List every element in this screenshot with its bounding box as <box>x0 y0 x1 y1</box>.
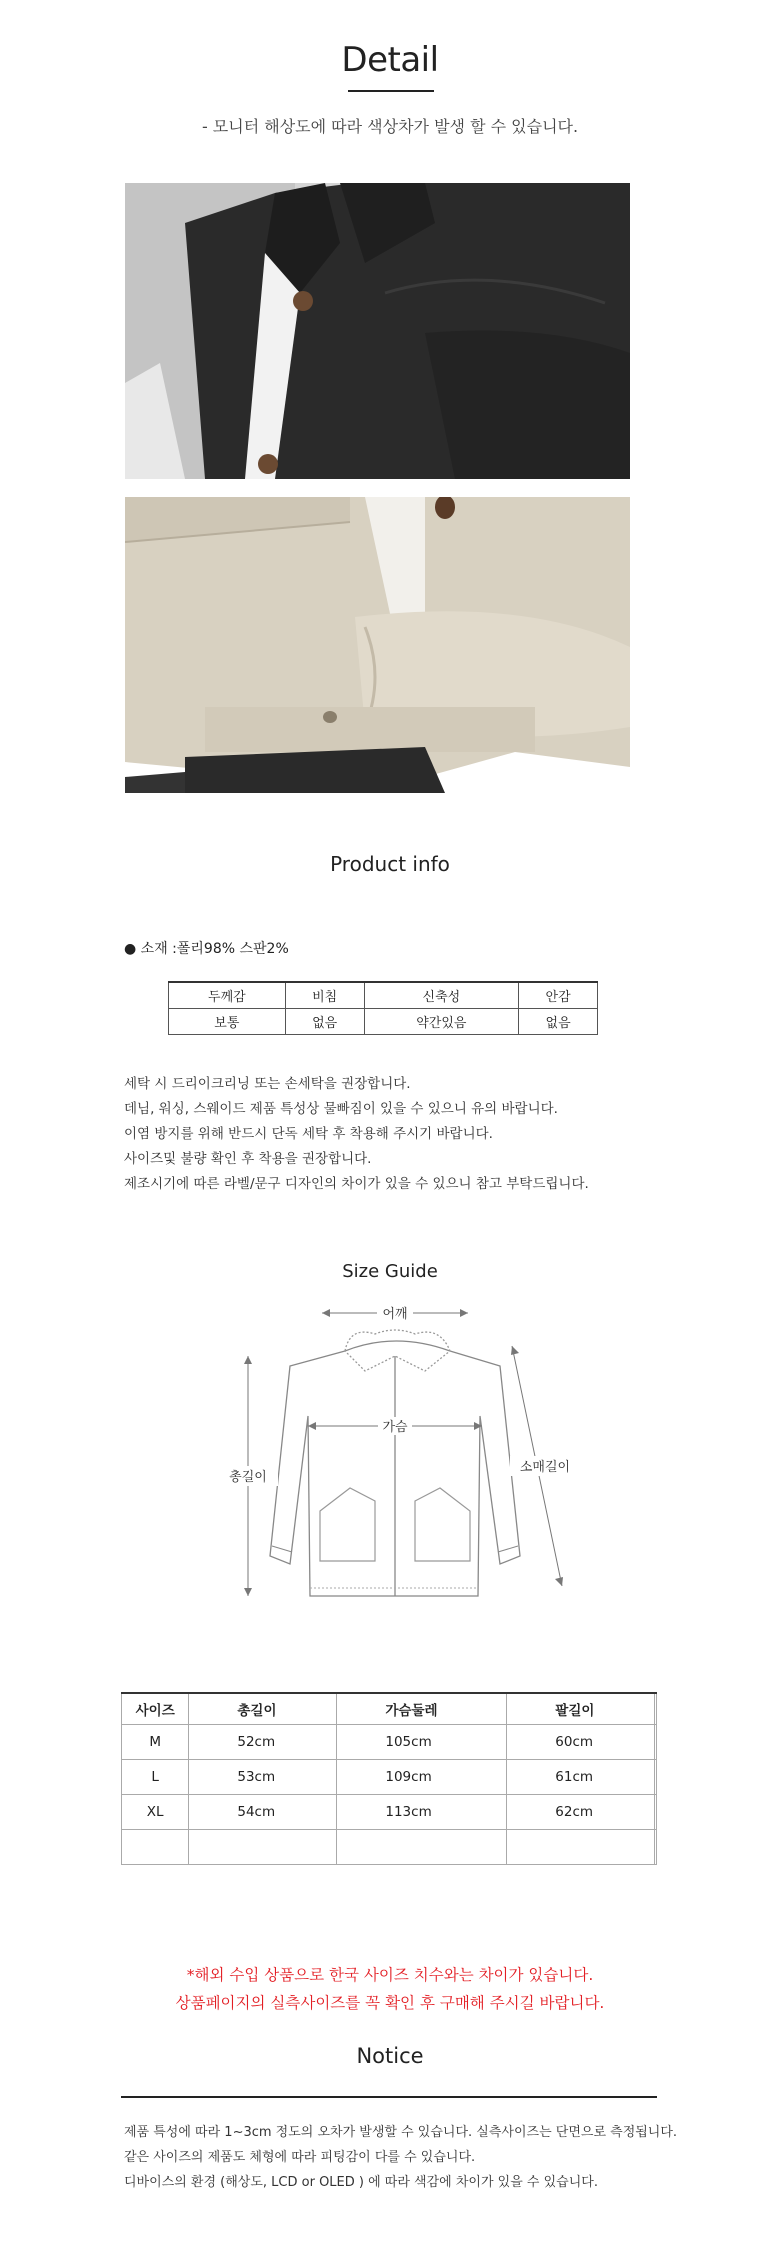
notice-line: 같은 사이즈의 제품도 체형에 따라 피팅감이 다를 수 있습니다. <box>124 2150 476 2165</box>
table-row <box>122 1795 657 1830</box>
fabric-header-lining: 안감 <box>519 982 598 1009</box>
size-cell: M <box>122 1725 189 1760</box>
size-header-row <box>122 1693 657 1725</box>
sleeve-cell: 62cm <box>507 1795 655 1830</box>
care-note: 세탁 시 드리이크리닝 또는 손세탁을 권장합니다. <box>124 1076 411 1092</box>
total-length-label: 총길이 <box>229 1470 267 1485</box>
chest-cell: 113cm <box>337 1795 507 1830</box>
care-note: 데님, 워싱, 스웨이드 제품 특성상 물빠짐이 있을 수 있으니 유의 바랍니다. <box>124 1101 558 1117</box>
size-header-extra <box>655 1693 657 1725</box>
extra-cell <box>655 1795 657 1830</box>
chest-cell <box>337 1830 507 1865</box>
chest-cell: 109cm <box>337 1760 507 1795</box>
size-cell <box>122 1830 189 1865</box>
chest-cell: 105cm <box>337 1725 507 1760</box>
length-cell <box>189 1830 337 1865</box>
import-size-notice-line: *해외 수입 상품으로 한국 사이즈 치수와는 차이가 있습니다. <box>186 1966 594 1984</box>
extra-cell <box>655 1830 657 1865</box>
fabric-header-sheerness: 비침 <box>285 982 364 1009</box>
fabric-value-row <box>169 1009 598 1035</box>
sleeve-cell: 61cm <box>507 1760 655 1795</box>
size-cell: XL <box>122 1795 189 1830</box>
extra-cell <box>655 1725 657 1760</box>
care-note: 이염 방지를 위해 반드시 단독 세탁 후 착용해 주시기 바랍니다. <box>124 1126 493 1142</box>
length-cell: 52cm <box>189 1725 337 1760</box>
notice-line: 제품 특성에 따라 1~3cm 정도의 오차가 발생할 수 있습니다. 실측사이즈는 단면으로 측정됩니다. <box>124 2125 678 2140</box>
detail-title: Detail <box>341 40 439 80</box>
notice-lines <box>124 2120 677 2195</box>
material-line: ● 소재 :폴리98% 스판2% <box>124 941 289 957</box>
length-cell: 53cm <box>189 1760 337 1795</box>
notice-line: 디바이스의 환경 (해상도, LCD or OLED ) 에 따라 색감에 차이가 있을 수 있습니다. <box>124 2175 598 2190</box>
fabric-header-thickness: 두께감 <box>169 982 286 1009</box>
fabric-properties-table <box>168 981 598 1035</box>
beige-jacket-photo <box>125 497 630 793</box>
size-header-chest: 가슴둘레 <box>337 1693 507 1725</box>
monitor-resolution-note: - 모니터 해상도에 따라 색상차가 발생 할 수 있습니다. <box>201 117 579 136</box>
chest-label: 가슴 <box>382 1420 408 1435</box>
length-cell: 54cm <box>189 1795 337 1830</box>
import-size-notice-line: 상품페이지의 실측사이즈를 꼭 확인 후 구매해 주시길 바랍니다. <box>175 1994 605 2012</box>
jacket-size-diagram <box>210 1296 580 1611</box>
shoulder-label: 어깨 <box>382 1307 408 1322</box>
sleeve-cell <box>507 1830 655 1865</box>
sleeve-cell: 60cm <box>507 1725 655 1760</box>
fabric-value-stretch: 약간있음 <box>364 1009 519 1035</box>
care-notes <box>124 1072 589 1197</box>
notice-title: Notice <box>356 2044 424 2068</box>
fabric-value-sheerness: 없음 <box>285 1009 364 1035</box>
notice-divider <box>121 2096 657 2098</box>
size-header-sleeve: 팔길이 <box>507 1693 655 1725</box>
size-table <box>121 1692 657 1865</box>
table-row <box>122 1760 657 1795</box>
sleeve-length-label: 소매길이 <box>519 1460 571 1475</box>
table-row <box>122 1725 657 1760</box>
fabric-value-thickness: 보통 <box>169 1009 286 1035</box>
import-size-notice <box>0 1961 780 2017</box>
extra-cell <box>655 1760 657 1795</box>
black-jacket-photo <box>125 183 630 479</box>
detail-title-underline <box>348 90 434 92</box>
fabric-value-lining: 없음 <box>519 1009 598 1035</box>
product-info-title: Product info <box>330 852 450 876</box>
size-guide-title: Size Guide <box>342 1261 438 1282</box>
size-cell: L <box>122 1760 189 1795</box>
fabric-header-row <box>169 982 598 1009</box>
care-note: 제조시기에 따른 라벨/문구 디자인의 차이가 있을 수 있으니 참고 부탁드립니다. <box>124 1176 589 1192</box>
table-row <box>122 1830 657 1865</box>
size-header-length: 총길이 <box>189 1693 337 1725</box>
fabric-header-stretch: 신축성 <box>364 982 519 1009</box>
size-header-size: 사이즈 <box>122 1693 189 1725</box>
care-note: 사이즈및 불량 확인 후 착용을 권장합니다. <box>124 1151 372 1167</box>
